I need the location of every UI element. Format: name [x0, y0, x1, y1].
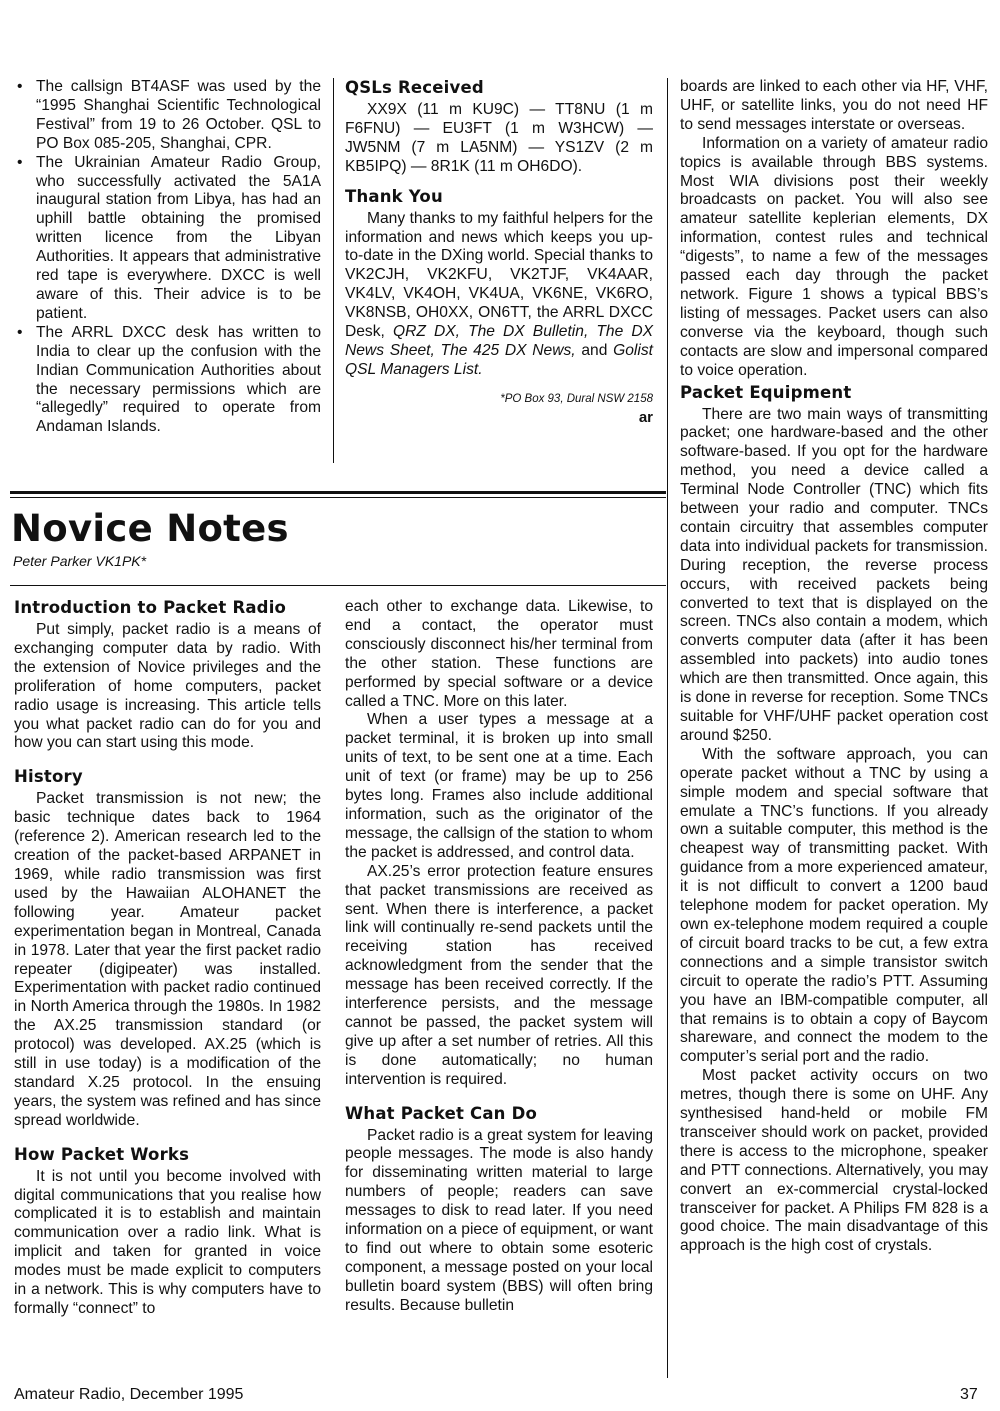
page-number: 37 — [960, 1386, 978, 1403]
equip-para: With the software approach, you can operate packet without a TNC by using a simple modem and special software that emulate a TNC’s functions. If you already own a suitable computer, this method is the cheapest way of transmitting packet. With guidance from a more experienced amateur, it is not difficult to convert a 1200 baud telephone modem for packet operation. My own ex-telephone modem required a couple of circuit board tracks to be cut, a few extra connections and a simple transistor switch circuit to operate the radio’s PTT. Assuming you have an IBM-compatible computer, all that remains is to obtain a copy of Baycom shareware, and connect the modem to the computer’s serial port and the radio. — [680, 745, 988, 1066]
section-rule — [10, 491, 666, 494]
what-text: Packet radio is a great system for leaving people messages. The mode is also handy for disseminating written material to large numbers of people; readers can save messages to disk to read later. If you need information on a piece of equipment, or want to find out where to obtain some esoteric component, a message posted on your local bulletin board system (BBS) will often bring results. Because bulletin — [345, 1126, 653, 1314]
thanks-text — [345, 210, 653, 380]
section-rule-thin — [10, 497, 666, 498]
history-text: Packet transmission is not new; the basic technique dates back to 1964 (reference 2). American research led to the creation of the packet-based ARPANET in 1969, while radio transmission was first used by the Hawaiian ALOHANET the following year. Amateur packet experimentation began in Montreal, Canada in 1978. Later that year the first packet radio repeater (digipeater) was installed. Experimentation with packet radio continued in North America through the 1980s. In 1982 the AX.25 transmission standard (or protocol) was developed. AX.25 (which is still in use today) is a modification of the standard X.25 protocol. In the ensuing years, the system was refined and has since spread worldwide. — [14, 790, 321, 1129]
thanks-and: and — [575, 341, 614, 359]
packet-equipment-heading: Packet Equipment — [680, 382, 852, 402]
col3-para: boards are linked to each other via HF, VHF, UHF, or satellite links, you do not need HF to send messages interstate or overseas. — [680, 78, 988, 133]
what-heading: What Packet Can Do — [345, 1103, 537, 1123]
qsls-text: XX9X (11 m KU9C) — TT8NU (1 m F6FNU) — EU3FT (1 m W3HCW) — JW5NM (7 m LA5NM) — YS1ZV (2 m KB5IPQ) — 8R1K (11 m OH6DO). — [345, 101, 653, 175]
thanks-italic-1: QRZ DX, The DX Bulletin, The DX News Sheet, The 425 DX News, — [345, 323, 653, 359]
section-rule-thin — [10, 585, 666, 586]
qsl-thanks-column — [345, 78, 653, 428]
history-heading: History — [14, 767, 83, 787]
equip-para: There are two main ways of transmitting packet; one hardware-based and the other software-based. If you opt for the hardware method, you need a device called a Terminal Node Controller (TNC) which fits between your radio and computer. TNCs contain circuitry that assembles computer data into individual packets for transmission. During reception, the reverse process occurs, with received packets being converted to text that is displayed on the screen. TNCs also contain a modem, which converts computer data (after it has been assembled into packets) into audio tones which are then transmitted. Once again, this is done in reverse for reception. Some TNCs suitable for VHF/UHF packet operation cost around $250. — [680, 405, 988, 744]
column-rule — [333, 78, 334, 463]
how-text: It is not until you become involved with digital communications that you realise how complicated it is to establish and maintain communication over a radio link. What is implicit and taken for granted in voice modes must be made explicit to computers in a network. This is why computers have to formally “connect” to — [14, 1167, 321, 1317]
col2-para: each other to exchange data. Likewise, to end a contact, the operator must consciously disconnect his/her terminal from the other station. These functions are performed by special software or a device called a TNC. More on this later. — [345, 598, 653, 710]
intro-text: Put simply, packet radio is a means of exchanging computer data by radio. With the extension of Novice privileges and the proliferation of home computers, packet radio usage is increasing. This article tells you what packet radio can do for you and how you can start using this mode. — [14, 621, 321, 752]
col2-para: When a user types a message at a packet terminal, it is broken up into small units of text, to be sent one at a time. Each unit of text (or frame) may be up to 256 bytes long. Frames also include additional information, such as the originator of the message, the callsign of the station to whom the packet is addressed, and control data. — [345, 711, 653, 861]
how-heading: How Packet Works — [14, 1144, 190, 1164]
thanks-text-plain: Many thanks to my faithful helpers for the information and news which keeps you up-to-date in the DXing world. Special thanks to VK2CJH, VK2KFU, VK2TJF, VK4AAR, VK4LV, VK4OH, VK4UA, VK6NE, VK6RO, VK8NSB, OH0XX, ON6TT, the ARRL DXCC Desk, — [345, 209, 653, 341]
list-item: • The callsign BT4ASF was used by the “1995 Shanghai Scientific Technological Festival” from 19 to 26 October. QSL to PO Box 085-205, Shanghai, CPR. — [14, 78, 321, 154]
byline: Peter Parker VK1PK* — [13, 553, 147, 569]
novice-column-2 — [345, 598, 653, 1316]
qsls-heading: QSLs Received — [345, 78, 484, 97]
column-3 — [680, 78, 988, 1256]
end-mark: ar — [638, 408, 653, 426]
list-item: • The Ukrainian Amateur Radio Group, who successfully activated the 5A1A inaugural station from Libya, has had an uphill battle obtaining the promised written licence from the Libyan Authorities. It appears that administrative red tape is everywhere. DXCC is well aware of this. Their advice is to be patient. — [14, 154, 321, 324]
equip-para: Most packet activity occurs on two metres, though there is some on UHF. Any synthesised hand-held or mobile FM transceiver should work on packet, provided there is access to the microphone, speaker and PTT connections. Alternatively, you may convert an ex-commercial crystal-locked transceiver for packet. A Philips FM 828 is a good choice. The main disadvantage of this approach is the high cost of crystals. — [680, 1067, 988, 1255]
author-address: *PO Box 93, Dural NSW 2158 — [500, 392, 653, 405]
list-item: • The ARRL DXCC desk has written to India to clear up the confusion with the Indian Communication Authorities about the necessary permissions which are “allegedly” required to operate from Andaman Islands. — [14, 324, 321, 437]
footer-publication: Amateur Radio, December 1995 — [14, 1386, 244, 1403]
thanks-heading: Thank You — [345, 186, 443, 206]
page-title: Novice Notes — [11, 507, 289, 550]
dx-column — [14, 78, 321, 437]
novice-column-1 — [14, 598, 321, 1319]
thanks-italic-2: Golist QSL Managers List. — [345, 341, 653, 378]
column-rule — [667, 78, 668, 1378]
col3-para: Information on a variety of amateur radio topics is available through BBS systems. Most WIA divisions post their weekly broadcasts on packet. You will also see amateur satellite keplerian elements, DX information, contest rules and technical “digests”, to name a few of the messages passed each day through the packet network. Figure 1 shows a typical BBS’s listing of messages. Packet users can also converse via the keyboard, though such contacts are slow and impersonal compared to voice operation. — [680, 134, 988, 379]
intro-heading: Introduction to Packet Radio — [14, 598, 287, 617]
dx-bullet-list — [14, 78, 321, 437]
col2-para: AX.25’s error protection feature ensures that packet transmissions are received as sent. When there is interference, a packet link will continually re-send packets until the receiving station has received acknowledgment from the sender that the message has been received correctly. If the interference persists, and the message cannot be passed, the packet system will give up after a set number of retries. All this is done automatically; no human intervention is required. — [345, 862, 653, 1088]
